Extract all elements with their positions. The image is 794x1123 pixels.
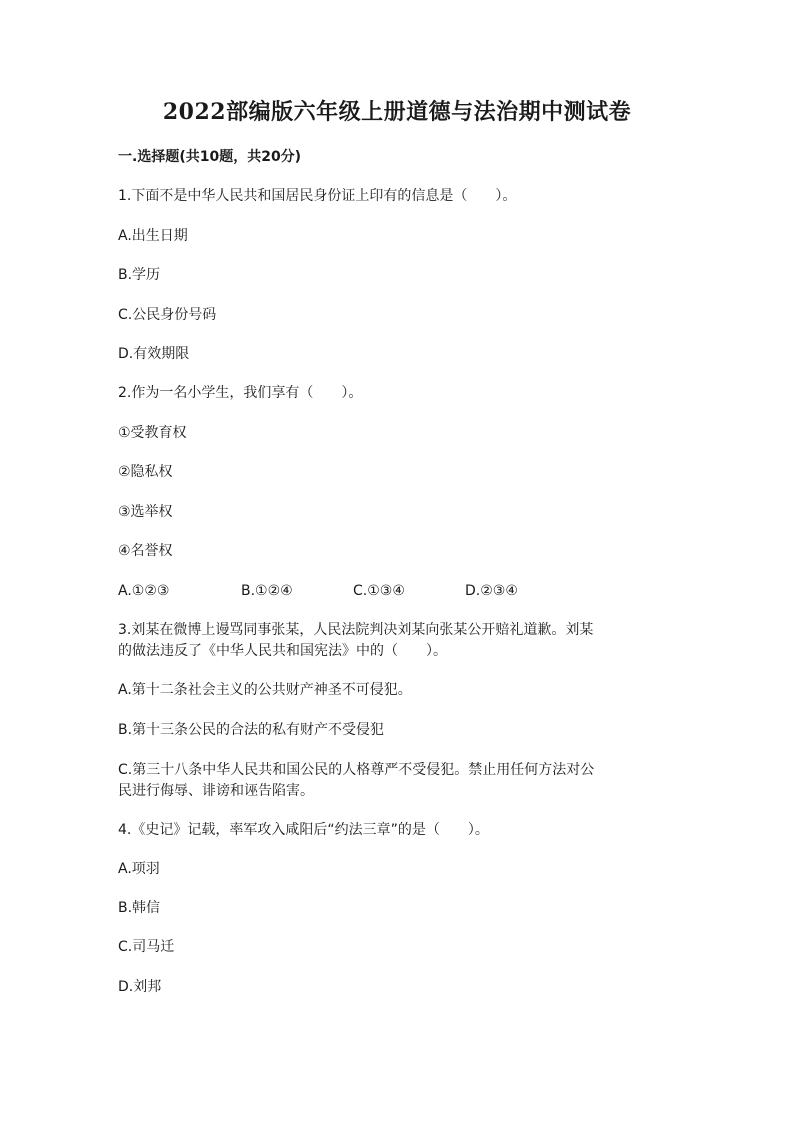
question-2-option-c: C.①③④ — [353, 583, 405, 599]
question-2-item-3: ③选举权 — [118, 504, 173, 520]
question-4-option-d: D.刘邦 — [118, 979, 162, 995]
question-3-option-a: A.第十二条社会主义的公共财产神圣不可侵犯。 — [118, 682, 412, 698]
question-2-option-b: B.①②④ — [241, 583, 293, 599]
question-2-option-d: D.②③④ — [465, 583, 518, 599]
page-title: 2022部编版六年级上册道德与法治期中测试卷 — [162, 99, 632, 125]
question-4-option-c: C.司马迁 — [118, 939, 175, 955]
question-1-option-b: B.学历 — [118, 267, 161, 283]
question-3-stem-line-1: 3.刘某在微博上谩骂同事张某，人民法院判决刘某向张某公开赔礼道歉。刘某 — [118, 622, 594, 638]
section-heading: 一.选择题(共10题，共20分) — [118, 149, 302, 165]
question-1-option-c: C.公民身份号码 — [118, 307, 217, 323]
question-3-stem-line-2: 的做法违反了《中华人民共和国宪法》中的（ ）。 — [118, 643, 447, 659]
question-3-option-c-line-1: C.第三十八条中华人民共和国公民的人格尊严不受侵犯。禁止用任何方法对公 — [118, 762, 595, 778]
question-3-option-c-line-2: 民进行侮辱、诽谤和诬告陷害。 — [118, 783, 314, 799]
question-2-stem: 2.作为一名小学生，我们享有（ ）。 — [118, 385, 363, 401]
question-4-option-b: B.韩信 — [118, 900, 161, 916]
question-3-option-b: B.第十三条公民的合法的私有财产不受侵犯 — [118, 722, 385, 738]
question-1-stem: 1.下面不是中华人民共和国居民身份证上印有的信息是（ ）。 — [118, 188, 517, 204]
question-4-option-a: A.项羽 — [118, 861, 160, 877]
question-1-option-d: D.有效期限 — [118, 346, 190, 362]
question-2-item-1: ①受教育权 — [118, 425, 187, 441]
question-2-item-4: ④名誉权 — [118, 543, 173, 559]
question-2-option-a: A.①②③ — [118, 583, 170, 599]
question-2-item-2: ②隐私权 — [118, 464, 173, 480]
question-2-options-row — [118, 581, 518, 601]
question-1-option-a: A.出生日期 — [118, 228, 188, 244]
question-4-stem: 4.《史记》记载，率军攻入咸阳后“约法三章”的是（ ）。 — [118, 822, 489, 838]
